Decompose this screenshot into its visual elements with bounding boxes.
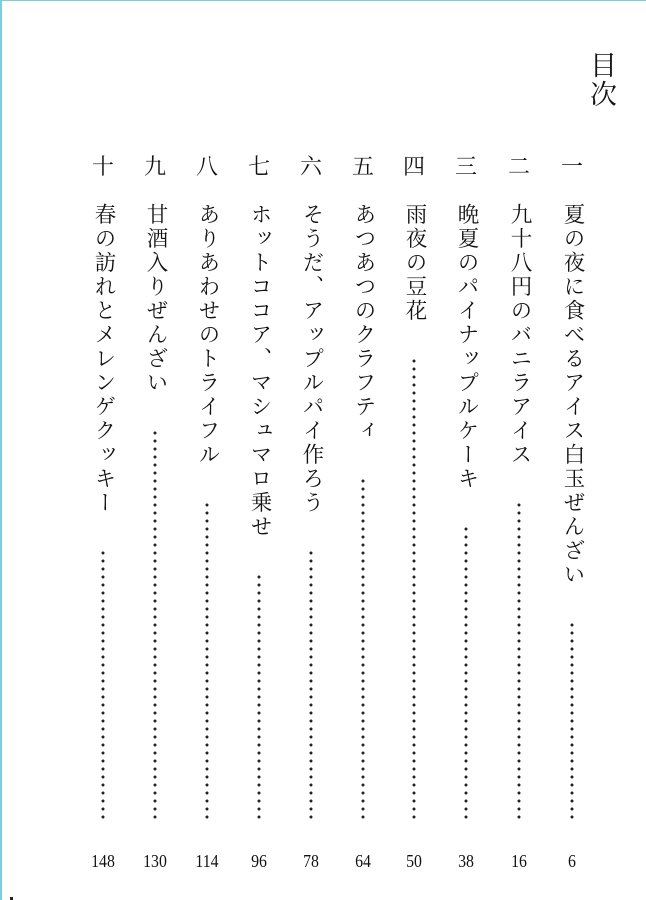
dot-leader <box>309 549 313 823</box>
page-number: 96 <box>251 851 267 871</box>
toc-entry[interactable] <box>190 153 224 873</box>
chapter-title: ありあわせのトライフル <box>195 203 220 467</box>
chapter-title: 九十八円のバニラアイス <box>507 203 532 467</box>
toc-entry[interactable] <box>346 153 380 873</box>
chapter-title: 甘酒入りぜんざい <box>143 203 168 395</box>
chapter-number: 八 <box>195 155 218 180</box>
dot-leader <box>517 501 521 823</box>
dot-leader <box>101 549 105 823</box>
chapter-number: 七 <box>247 155 270 180</box>
chapter-title: 春の訪れとメレンゲクッキー <box>91 203 116 515</box>
dot-leader <box>464 525 468 823</box>
page-number: 50 <box>406 851 422 871</box>
page-number: 130 <box>143 851 167 871</box>
toc-entry[interactable] <box>242 153 276 873</box>
chapter-number: 三 <box>454 155 477 180</box>
dot-leader <box>412 357 416 823</box>
toc-title: 目次 <box>585 51 616 109</box>
dot-leader <box>570 621 574 823</box>
toc-entry[interactable] <box>294 153 328 873</box>
toc-entry[interactable] <box>449 153 483 873</box>
chapter-number: 四 <box>402 155 425 180</box>
chapter-title: 雨夜の豆花 <box>402 203 427 323</box>
page-number: 6 <box>568 851 576 871</box>
page-number: 38 <box>458 851 474 871</box>
chapter-number: 六 <box>299 155 322 180</box>
toc-entry[interactable] <box>86 153 120 873</box>
dot-leader <box>205 501 209 823</box>
dot-leader <box>257 573 261 823</box>
chapter-number: 十 <box>91 155 114 180</box>
toc-entry[interactable] <box>502 153 536 873</box>
chapter-title: 夏の夜に食べるアイス白玉ぜんざい <box>560 203 585 587</box>
toc-entry[interactable] <box>138 153 172 873</box>
chapter-number: 五 <box>351 155 374 180</box>
dot-leader <box>361 477 365 823</box>
page-number: 16 <box>511 851 527 871</box>
page-number: 78 <box>303 851 319 871</box>
toc-entry[interactable] <box>555 153 589 873</box>
page-number: 114 <box>195 851 219 871</box>
chapter-number: 九 <box>143 155 166 180</box>
dot-leader <box>153 429 157 823</box>
chapter-number: 一 <box>560 155 583 180</box>
chapter-title: ホットココア、マシュマロ乗せ <box>247 203 272 539</box>
chapter-number: 二 <box>507 155 530 180</box>
page-number: 64 <box>355 851 371 871</box>
chapter-title: 晩夏のパイナップルケーキ <box>454 203 479 491</box>
toc-entry[interactable] <box>397 153 431 873</box>
page-number: 148 <box>91 851 115 871</box>
chapter-title: そうだ、アップルパイ作ろう <box>299 203 324 515</box>
chapter-title: あつあつのクラフティ <box>351 203 376 443</box>
